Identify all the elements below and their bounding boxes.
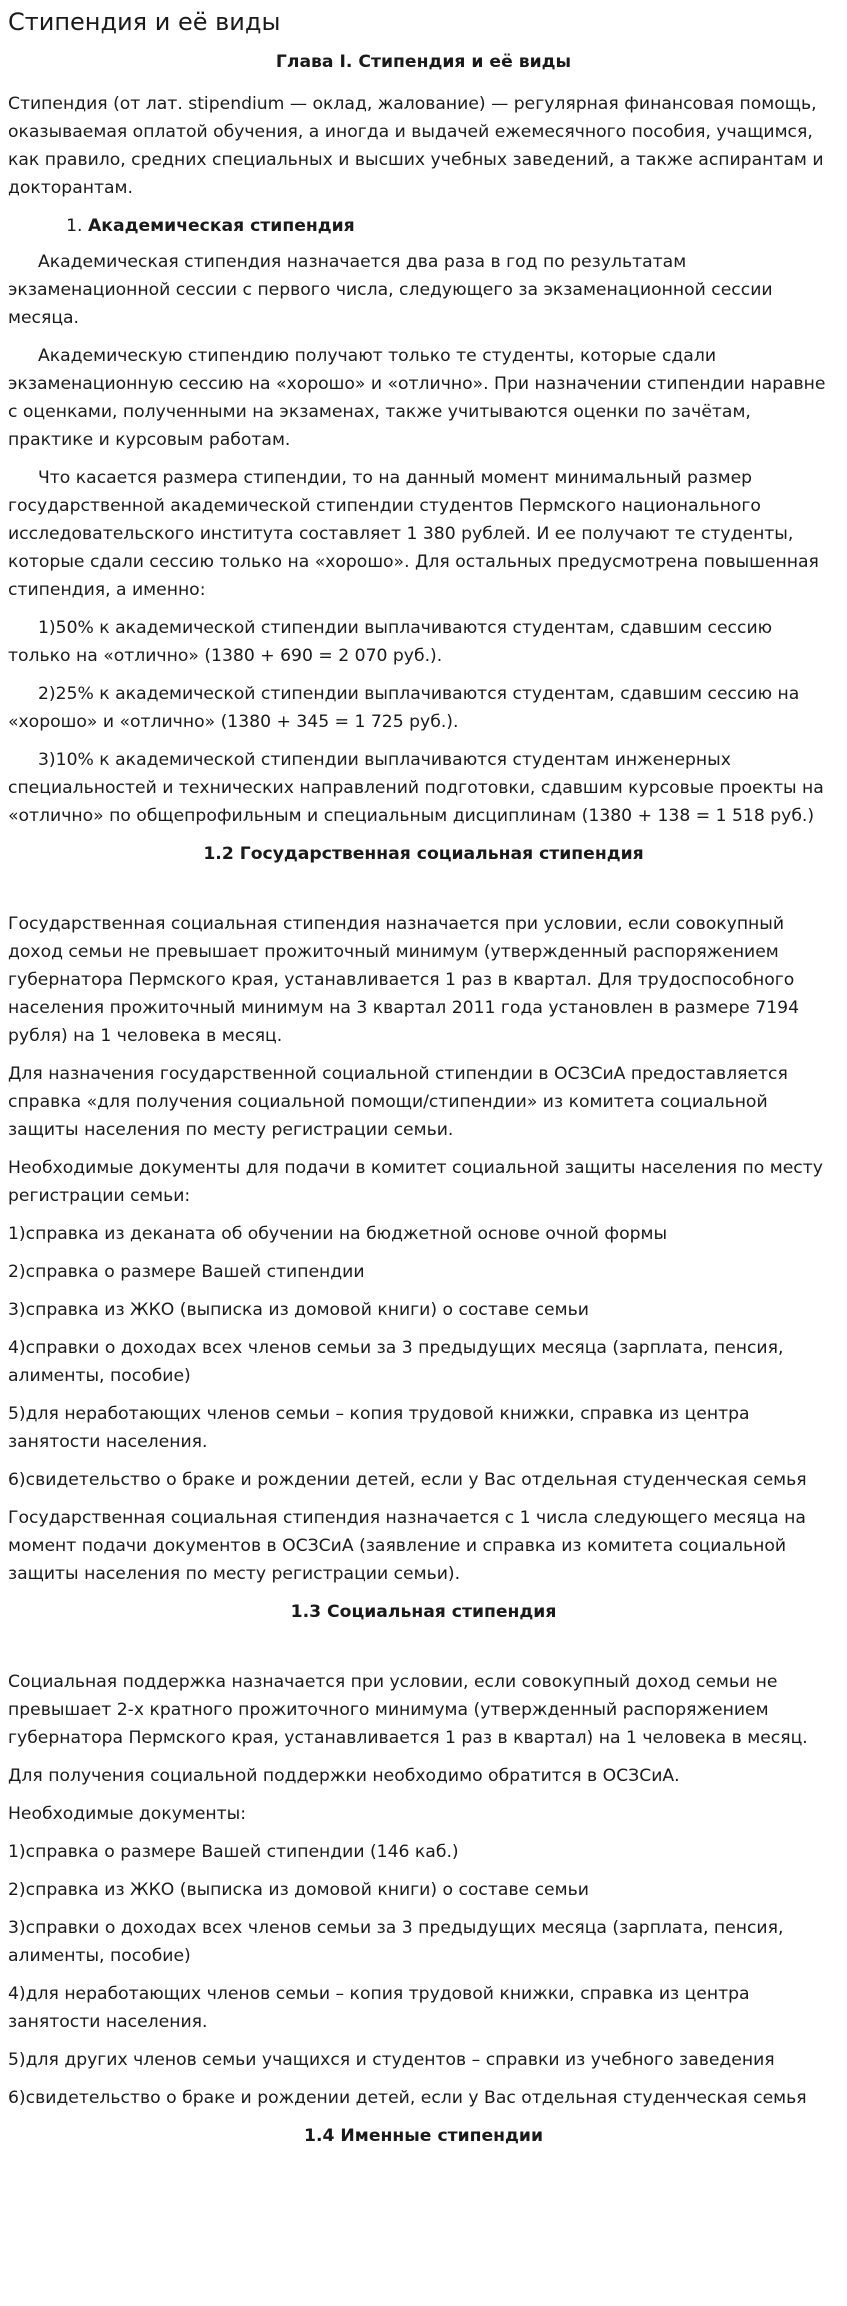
section2-list-item: 3)справка из ЖКО (выписка из домовой книги) о составе семьи <box>8 1300 589 1320</box>
section2-list-item: 1)справка из деканата об обучении на бюджетной основе очной формы <box>8 1224 668 1244</box>
section1-paragraph: Что касается размера стипендии, то на данный момент минимальный размер государственной академической стипендии студентов Пермского национального исследовательского института составляет 1 380 рублей. И ее получают те студенты, которые сдали сессию только на «хорошо». Для остальных предусмотрена повышенная стипендия, а именно: <box>8 468 819 600</box>
section2-paragraph: Необходимые документы для подачи в комитет социальной защиты населения по месту регистрации семьи: <box>8 1158 823 1206</box>
section3-list-item: 6)свидетельство о браке и рождении детей, если у Вас отдельная студенческая семья <box>8 2088 807 2108</box>
section1-paragraph: Академическая стипендия назначается два раза в год по результатам экзаменационной сессии с первого числа, следующего за экзаменационной сессии месяца. <box>8 252 773 328</box>
section3-paragraph: Необходимые документы: <box>8 1804 247 1824</box>
section3-body <box>8 1668 839 2112</box>
section1-paragraph: Академическую стипендию получают только те студенты, которые сдали экзаменационную сессию на «хорошо» и «отлично». При назначении стипендии наравне с оценками, полученными на экзаменах, также учитываются оценки по зачётам, практике и курсовым работам. <box>8 346 826 450</box>
section1-body <box>8 248 839 830</box>
section3-list-item: 4)для неработающих членов семьи – копия трудовой книжки, справка из центра занятости населения. <box>8 1984 750 2032</box>
section1-heading <box>88 212 839 240</box>
section2-paragraph: Государственная социальная стипендия назначается при условии, если совокупный доход семьи не превышает прожиточный минимум (утвержденный распоряжением губернатора Пермского края, устанавливается 1 раз в квартал. Для трудоспособного населения прожиточный минимум на 3 квартал 2011 года установлен в размере 7194 рубля) на 1 человека в месяц. <box>8 914 800 1046</box>
section1-list-item: 2)25% к академической стипендии выплачиваются студентам, сдавшим сессию на «хорошо» и «отлично» (1380 + 345 = 1 725 руб.). <box>8 684 800 732</box>
page-title: Стипендия и её виды <box>8 8 281 36</box>
section1-title: Академическая стипендия <box>88 216 355 236</box>
intro-paragraph: Стипендия (от лат. stipendium — оклад, жалование) — регулярная финансовая помощь, оказываемая оплатой обучения, а иногда и выдачей ежемесячного пособия, учащимся, как правило, средних специальных и высших учебных заведений, а также аспирантам и докторантам. <box>8 94 824 198</box>
section2-body <box>8 910 839 1588</box>
section3-title: 1.3 Социальная стипендия <box>290 1602 557 1622</box>
section2-list-item: 6)свидетельство о браке и рождении детей, если у Вас отдельная студенческая семья <box>8 1470 807 1490</box>
section1-list <box>8 212 839 240</box>
document-page <box>0 6 847 2150</box>
section1-list-item: 1)50% к академической стипендии выплачиваются студентам, сдавшим сессию только на «отлично» (1380 + 690 = 2 070 руб.). <box>8 618 773 666</box>
section3-list-item: 5)для других членов семьи учащихся и студентов – справки из учебного заведения <box>8 2050 775 2070</box>
chapter-heading: Глава I. Стипендия и её виды <box>275 52 572 72</box>
section2-title: 1.2 Государственная социальная стипендия <box>203 844 644 864</box>
section1-list-item: 3)10% к академической стипендии выплачиваются студентам инженерных специальностей и технических направлений подготовки, сдавшим курсовые проекты на «отлично» по общепрофильным и специальным дисциплинам (1380 + 138 = 1 518 руб.) <box>8 750 824 826</box>
section2-list-item: 2)справка о размере Вашей стипендии <box>8 1262 365 1282</box>
spacer <box>8 1640 839 1668</box>
section3-list-item: 2)справка из ЖКО (выписка из домовой книги) о составе семьи <box>8 1880 589 1900</box>
section2-list-item: 4)справки о доходах всех членов семьи за 3 предыдущих месяца (зарплата, пенсия, алименты, пособие) <box>8 1338 784 1386</box>
section2-list-item: 5)для неработающих членов семьи – копия трудовой книжки, справка из центра занятости населения. <box>8 1404 750 1452</box>
section4-title: 1.4 Именные стипендии <box>303 2126 544 2146</box>
section3-list-item: 1)справка о размере Вашей стипендии (146 каб.) <box>8 1842 459 1862</box>
section3-paragraph: Для получения социальной поддержки необходимо обратится в ОСЗСиА. <box>8 1766 680 1786</box>
spacer <box>8 882 839 910</box>
section2-paragraph: Государственная социальная стипендия назначается с 1 числа следующего месяца на момент подачи документов в ОСЗСиА (заявление и справка из комитета социальной защиты населения по месту регистрации семьи). <box>8 1508 806 1584</box>
section2-paragraph: Для назначения государственной социальной стипендии в ОСЗСиА предоставляется справка «для получения социальной помощи/стипендии» из комитета социальной защиты населения по месту регистрации семьи. <box>8 1064 788 1140</box>
section3-paragraph: Социальная поддержка назначается при условии, если совокупный доход семьи не превышает 2-х кратного прожиточного минимума (утвержденный распоряжением губернатора Пермского края, устанавливается 1 раз в квартал) на 1 человека в месяц. <box>8 1672 808 1748</box>
section3-list-item: 3)справки о доходах всех членов семьи за 3 предыдущих месяца (зарплата, пенсия, алименты, пособие) <box>8 1918 784 1966</box>
